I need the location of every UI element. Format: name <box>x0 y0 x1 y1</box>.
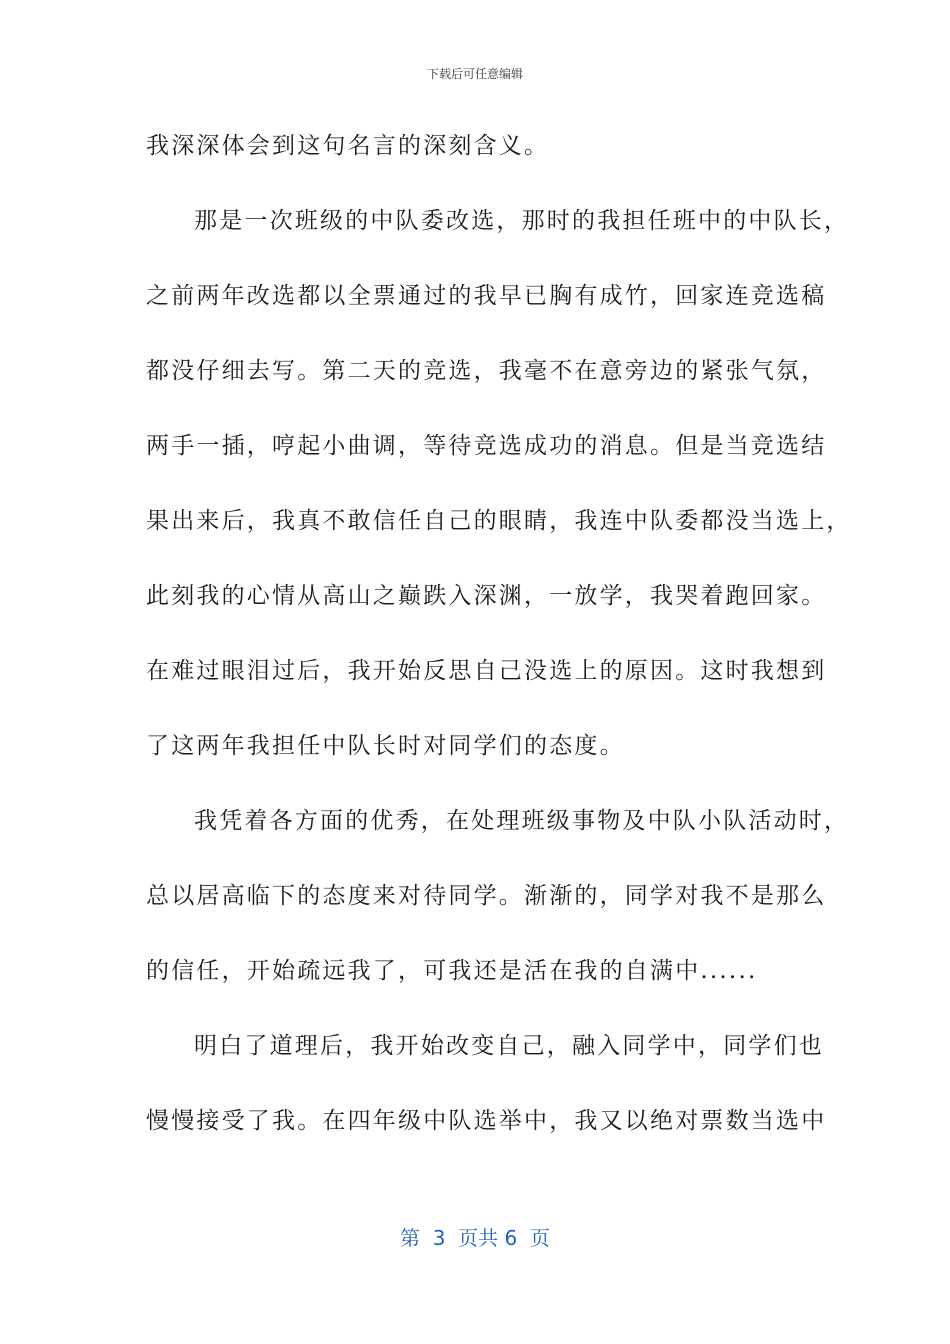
page-header: 下载后可任意编辑 <box>426 67 523 81</box>
text-line: 都没仔细去写。第二天的竞选，我毫不在意旁边的紧张气氛， <box>146 358 827 384</box>
paragraph-start-line: 我凭着各方面的优秀，在处理班级事物及中队小队活动时， <box>194 808 850 834</box>
text-line: 在难过眼泪过后，我开始反思自己没选上的原因。这时我想到 <box>146 658 827 684</box>
text-line: 慢慢接受了我。在四年级中队选举中，我又以绝对票数当选中 <box>146 1108 827 1134</box>
page-number-footer: 第 3 页共 6 页 <box>400 1226 550 1250</box>
paragraph-start-line: 那是一次班级的中队委改选，那时的我担任班中的中队长， <box>194 208 850 234</box>
text-line: 此刻我的心情从高山之巅跌入深渊，一放学，我哭着跑回家。 <box>146 583 827 609</box>
document-body <box>146 122 852 1172</box>
text-line: 了这两年我担任中队长时对同学们的态度。 <box>146 733 625 759</box>
text-line: 之前两年改选都以全票通过的我早已胸有成竹，回家连竞选稿 <box>146 283 827 309</box>
text-line: 总以居高临下的态度来对待同学。渐渐的，同学对我不是那么 <box>146 883 827 909</box>
text-line: 我深深体会到这句名言的深刻含义。 <box>146 133 550 159</box>
paragraph-start-line: 明白了道理后，我开始改变自己，融入同学中，同学们也 <box>194 1033 824 1059</box>
text-line: 两手一插，哼起小曲调，等待竞选成功的消息。但是当竞选结 <box>146 433 827 459</box>
text-line: 的信任，开始疏远我了，可我还是活在我的自满中...... <box>146 958 758 984</box>
text-line: 果出来后，我真不敢信任自己的眼睛，我连中队委都没当选上， <box>146 508 852 534</box>
